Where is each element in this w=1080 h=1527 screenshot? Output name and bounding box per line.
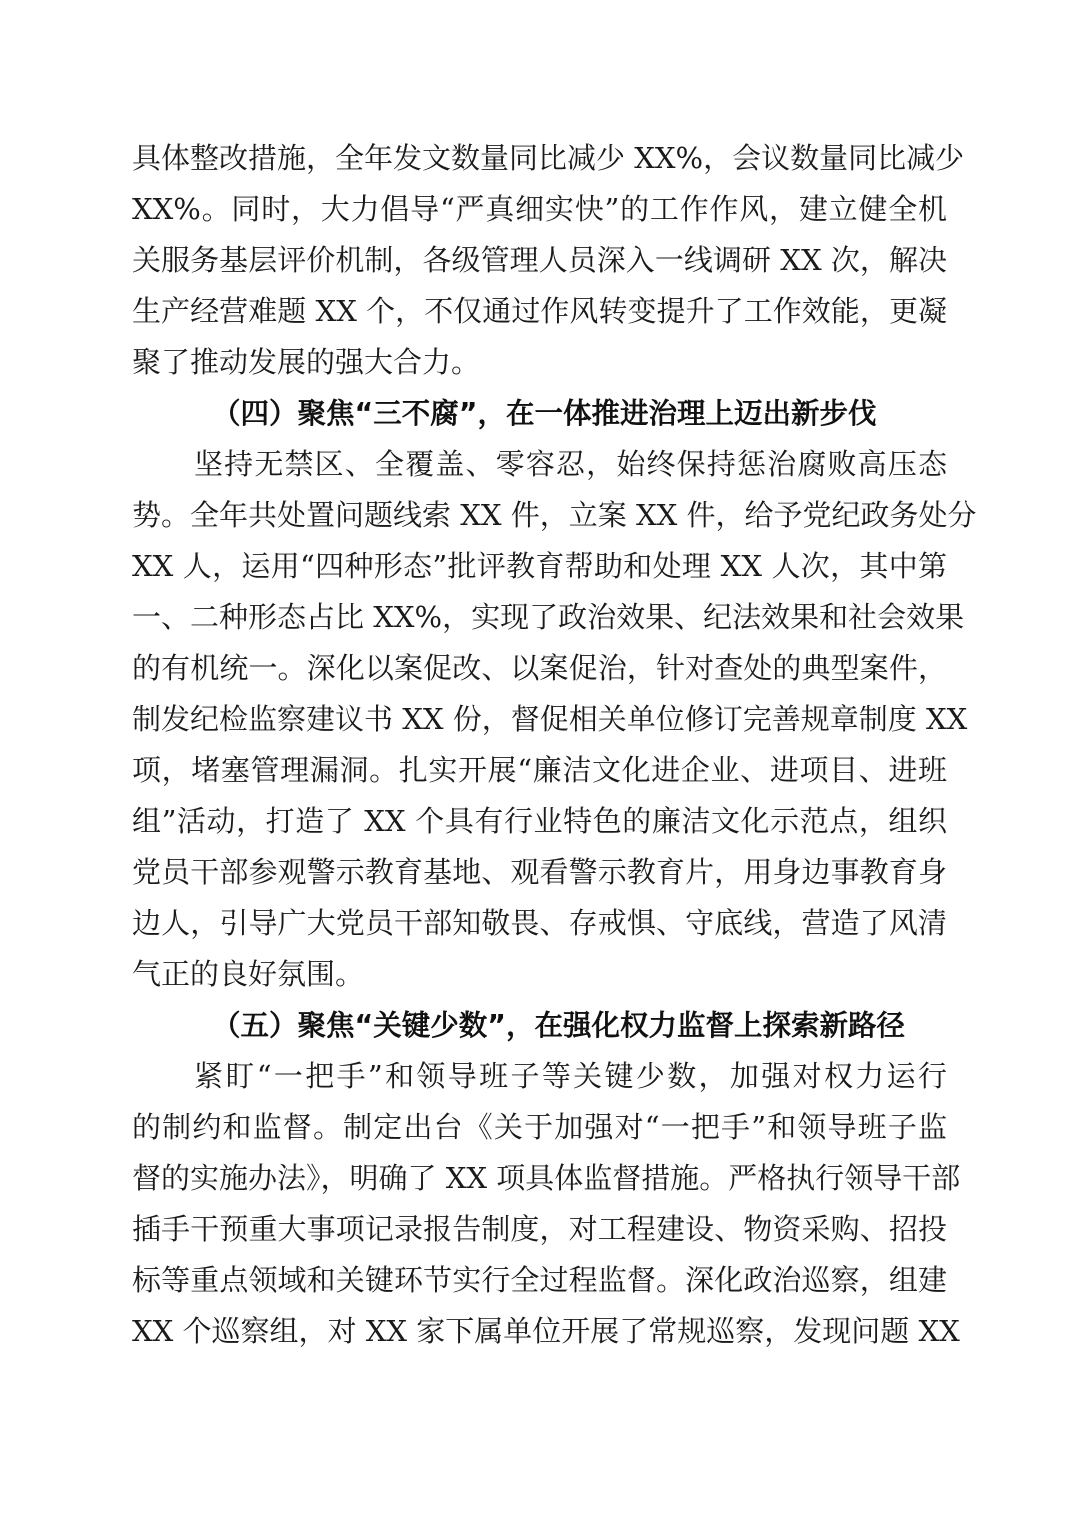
document-body	[132, 133, 977, 1357]
text-line: 制发纪检监察建议书 XX 份，督促相关单位修订完善规章制度 XX	[132, 702, 968, 736]
text-line: 项，堵塞管理漏洞。扎实开展“廉洁文化进企业、进项目、进班	[132, 753, 947, 787]
text-line: 的有机统一。深化以案促改、以案促治，针对查处的典型案件，	[132, 651, 947, 685]
text-line: XX%。同时，大力倡导“严真细实快”的工作作风，建立健全机	[132, 192, 947, 226]
text-line: 关服务基层评价机制，各级管理人员深入一线调研 XX 次，解决	[132, 243, 947, 277]
text-line: XX 个巡察组，对 XX 家下属单位开展了常规巡察，发现问题 XX	[132, 1314, 960, 1348]
text-line: 生产经营难题 XX 个，不仅通过作风转变提升了工作效能，更凝	[132, 294, 947, 328]
text-line: 坚持无禁区、全覆盖、零容忍，始终保持惩治腐败高压态	[194, 447, 947, 481]
text-line: 插手干预重大事项记录报告制度，对工程建设、物资采购、招投	[132, 1212, 947, 1246]
text-line: 一、二种形态占比 XX%，实现了政治效果、纪法效果和社会效果	[132, 600, 965, 634]
text-line: XX 人，运用“四种形态”批评教育帮助和处理 XX 人次，其中第	[132, 549, 947, 583]
text-line: 组”活动，打造了 XX 个具有行业特色的廉洁文化示范点，组织	[132, 804, 947, 838]
paragraph-anti-corruption	[132, 439, 977, 1000]
text-line: 边人，引导广大党员干部知敬畏、存戒惧、守底线，营造了风清	[132, 906, 947, 940]
text-line: 气正的良好氛围。	[132, 957, 365, 991]
section-heading-four: （四）聚焦“三不腐”，在一体推进治理上迈出新步伐	[212, 397, 877, 430]
paragraph-rectification-results	[132, 133, 965, 388]
text-line: 标等重点领域和关键环节实行全过程监督。深化政治巡察，组建	[132, 1263, 947, 1297]
text-line: 具体整改措施，全年发文数量同比减少 XX%，会议数量同比减少	[132, 141, 965, 175]
text-line: 的制约和监督。制定出台《关于加强对“一把手”和领导班子监	[132, 1110, 947, 1144]
text-line: 聚了推动发展的强大合力。	[132, 345, 481, 379]
paragraph-power-supervision	[132, 1051, 961, 1357]
text-line: 督的实施办法》，明确了 XX 项具体监督措施。严格执行领导干部	[132, 1161, 961, 1195]
section-heading-five: （五）聚焦“关键少数”，在强化权力监督上探索新路径	[212, 1009, 905, 1042]
text-line: 紧盯“一把手”和领导班子等关键少数，加强对权力运行	[194, 1059, 947, 1093]
text-line: 势。全年共处置问题线索 XX 件，立案 XX 件，给予党纪政务处分	[132, 498, 977, 532]
text-line: 党员干部参观警示教育基地、观看警示教育片，用身边事教育身	[132, 855, 947, 889]
